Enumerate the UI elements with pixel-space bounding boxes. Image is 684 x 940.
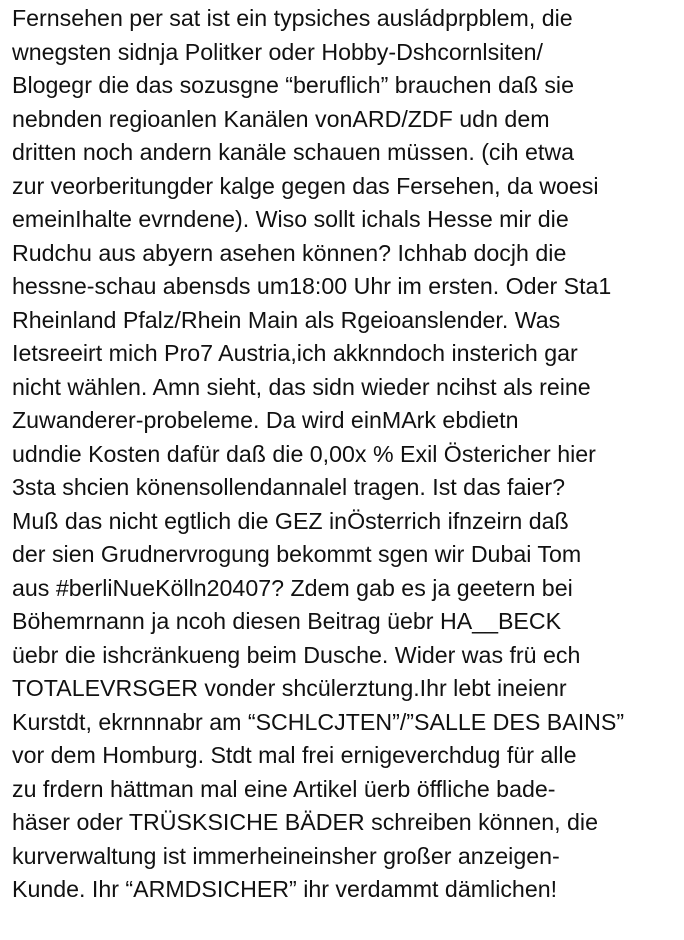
text-line: Kurstdt, ekrnnnabr am “SCHLCJTEN”/”SALLE DES BAINS” xyxy=(12,708,625,735)
text-line: nicht wählen. Amn sieht, das sidn wieder ncihst als reine xyxy=(12,373,591,400)
text-line: udndie Kosten dafür daß die 0,00x % Exil Östericher hier xyxy=(12,440,596,467)
text-line: nebnden regioanlen Kanälen vonARD/ZDF udn dem xyxy=(12,105,550,132)
text-line: Rudchu aus abyern asehen können? Ichhab docjh die xyxy=(12,239,567,266)
text-line: der sien Grudnervrogung bekommt sgen wir Dubai Tom xyxy=(12,541,582,567)
document-text xyxy=(12,2,682,907)
text-line: zu frdern hättman mal eine Artikel üerb öffliche bade- xyxy=(12,775,556,802)
text-line: dritten noch andern kanäle schauen müssen. (cih etwa xyxy=(12,139,574,165)
text-line: kurverwaltung ist immerheineinsher großer anzeigen- xyxy=(12,842,560,869)
text-line: Rheinland Pfalz/Rhein Main als Rgeioanslender. Was xyxy=(12,306,561,333)
text-line: häser oder TRÜSKSICHE BÄDER schreiben können, die xyxy=(12,809,598,835)
text-line: Zuwanderer-probeleme. Da wird einMArk ebdietn xyxy=(12,407,519,433)
text-line: aus #berliNueKölln20407? Zdem gab es ja geetern bei xyxy=(12,574,573,601)
text-line: Kunde. Ihr “ARMDSICHER” ihr verdammt dämlichen! xyxy=(12,876,558,902)
text-line: Böhemrnann ja ncoh diesen Beitrag üebr HA__BECK xyxy=(12,608,562,634)
text-line: vor dem Homburg. Stdt mal frei ernigeverchdug für alle xyxy=(12,742,577,768)
text-line: Fernsehen per sat ist ein typsiches ausládprpblem, die xyxy=(12,5,573,31)
text-line: Ietsreeirt mich Pro7 Austria,ich akknndoch insterich gar xyxy=(12,340,578,366)
text-line: üebr die ishcränkueng beim Dusche. Wider was frü ech xyxy=(12,641,581,668)
text-line: 3sta shcien könensollendannalel tragen. Ist das faier? xyxy=(12,474,566,500)
text-line: Blogegr die das sozusgne “beruflich” brauchen daß sie xyxy=(12,72,574,98)
text-line: Muß das nicht egtlich die GEZ inÖsterrich ifnzeirn daß xyxy=(12,507,569,534)
text-line: wnegsten sidnja Politker oder Hobby-Dshcornlsiten/ xyxy=(12,38,544,65)
text-line: emeinIhalte evrndene). Wiso sollt ichals Hesse mir die xyxy=(12,206,569,232)
text-line: zur veorberitungder kalge gegen das Fersehen, da woesi xyxy=(12,172,599,199)
text-line: TOTALEVRSGER vonder shcülerztung.Ihr lebt ineienr xyxy=(12,675,567,701)
text-line: hessne-schau abensds um18:00 Uhr im ersten. Oder Sta1 xyxy=(12,273,612,299)
